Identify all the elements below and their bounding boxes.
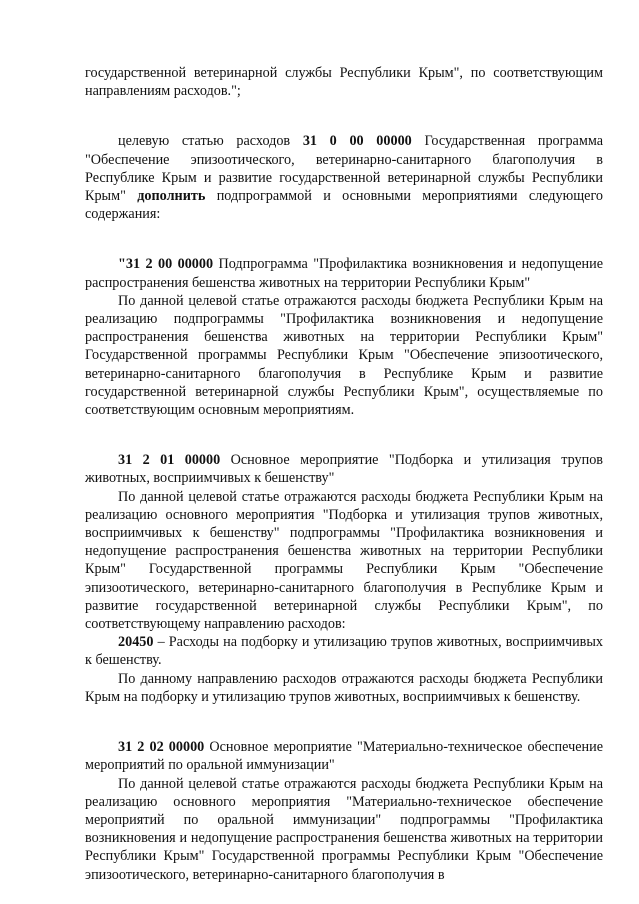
paragraph-measure-02-description: По данной целевой статье отражаются расходы бюджета Республики Крым на реализацию основного мероприятия "Материально-техническое обеспечение мероприятий по оральной иммунизации" подпрограммы "Профилактика возникновения и недопущение распространения бешенства животных на территории Республики Крым" Государственной программы Республики Крым "Обеспечение эпизоотического, ветеринарно-санитарного благополучия в [85,775,603,883]
paragraph-direction-20450 [85,633,603,669]
paragraph-direction-description: По данному направлению расходов отражаются расходы бюджета Республики Крым на подборку и утилизацию трупов животных, восприимчивых к бешенству. [85,670,603,705]
code-31-2-02-00000: 31 2 02 00000 [118,739,205,756]
heading-measure-02 [85,738,603,774]
spacer [85,706,603,738]
code-20450: 20450 [118,634,154,651]
text: – Расходы на подборку и утилизацию трупов животных, восприимчивых к бешенству. [85,634,603,669]
spacer [85,419,603,451]
code-31-0-00-00000: 31 0 00 00000 [302,133,412,150]
paragraph-measure-01-description: По данной целевой статье отражаются расходы бюджета Республики Крым на реализацию основного мероприятия "Подборка и утилизация трупов животных, восприимчивых к бешенству" подпрограммы "Профилактика возникновения и недопущение распространения бешенства животных на территории Республики Крым" Государственной программы Республики Крым "Обеспечение эпизоотического, ветеринарно-санитарного благополучия в Республике Крым и развитие государственной ветеринарной службы Республики Крым", по соответствующему направлению расходов: [85,488,603,633]
spacer [85,223,603,255]
text: Основное мероприятие "Подборка и утилизация трупов животных, восприимчивых к бешенству" [85,452,603,487]
document-page [85,64,603,884]
text: подпрограммой и основными мероприятиями следующего содержания: [85,188,603,223]
quote-open: " [118,256,126,273]
code-31-2-01-00000: 31 2 01 00000 [118,452,221,469]
text: целевую статью расходов [118,133,303,150]
heading-subprogram [85,255,603,291]
paragraph-subprogram-description: По данной целевой статье отражаются расходы бюджета Республики Крым на реализацию подпрограммы "Профилактика возникновения и недопущение распространения бешенства животных на территории Республики Крым" Государственной программы Республики Крым "Обеспечение эпизоотического, ветеринарно-санитарного благополучия в Республике Крым и развитие государственной ветеринарной службы Республики Крым", осуществляемые по соответствующим основным мероприятиям. [85,292,603,419]
paragraph-continuation: государственной ветеринарной службы Республики Крым", по соответствующим направлениям расходов."; [85,65,603,100]
text: Государственная программа "Обеспечение эпизоотического, ветеринарно-санитарного благополучия в Республике Крым и развитие государственной ветеринарной службы Республики Крым" [85,133,603,205]
text: Подпрограмма "Профилактика возникновения и недопущение распространения бешенства животных на территории Республики Крым" [85,256,603,291]
code-31-2-00-00000: 31 2 00 00000 [125,256,214,273]
bold-word-dopolnit: дополнить [137,188,206,205]
spacer [85,100,603,132]
text: Основное мероприятие "Материально-техническое обеспечение мероприятий по оральной иммунизации" [85,739,604,774]
heading-measure-01 [85,451,603,487]
paragraph-target-article [85,132,603,223]
